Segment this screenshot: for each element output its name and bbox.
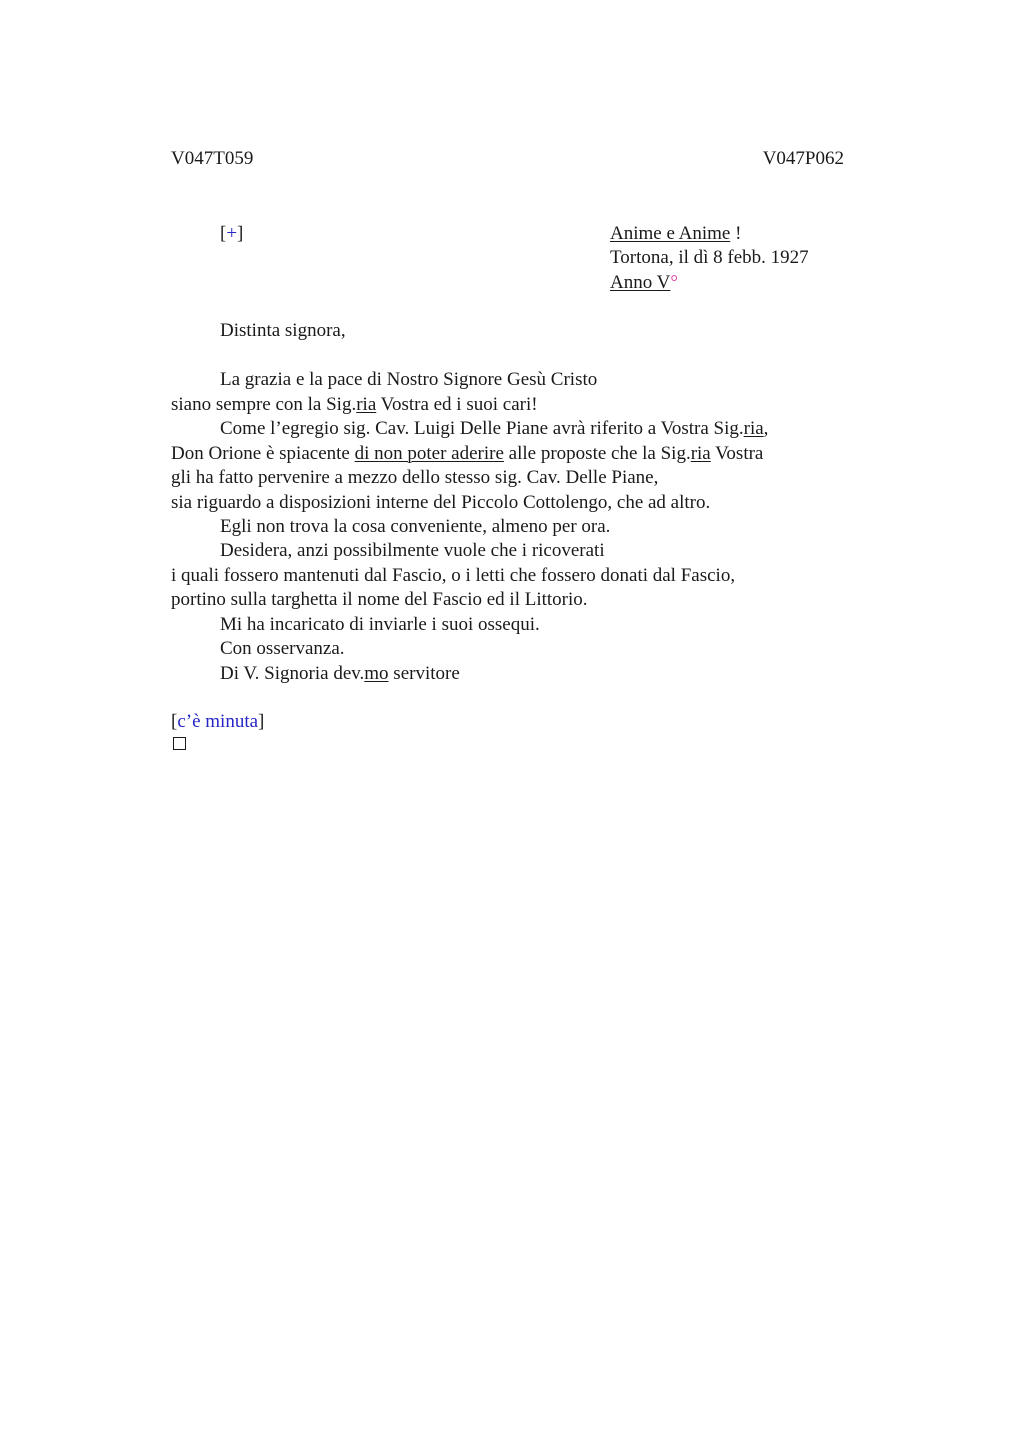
note-close-bracket: ] [258,711,265,732]
document-code-left: V047T059 [171,148,254,169]
body-line: Desidera, anzi possibilmente vuole che i ricoverati [220,540,605,561]
body-line: sia riguardo a disposizioni interne del Piccolo Cottolengo, che ad altro. [171,492,711,513]
body-underlined: mo [364,663,389,684]
body-text: siano sempre con la Sig. [171,394,357,415]
salutation: Distinta signora, [220,320,346,341]
body-line: Con osservanza. [220,638,345,659]
cross-close-bracket: ] [237,223,244,244]
body-underlined: di non poter aderire [354,443,504,464]
anno-degree: ° [670,272,678,293]
body-underlined: ria [356,394,377,415]
motto-exclamation: ! [730,223,742,244]
body-text: Di V. Signoria dev. [220,663,365,684]
cross-mark [220,224,243,243]
cross-open-bracket: [ [220,223,227,244]
note-text: c’è minuta [177,711,259,732]
body-text: Don Orione è spiacente [171,443,355,464]
editorial-note [171,712,264,731]
body-line [171,444,763,463]
body-line: Egli non trova la cosa conveniente, almeno per ora. [220,516,611,537]
note-open-bracket: [ [171,711,178,732]
body-text: Vostra ed i suoi cari! [376,394,538,415]
cross-symbol: + [226,223,238,244]
body-line: La grazia e la pace di Nostro Signore Gesù Cristo [220,369,598,390]
body-text: alle proposte che la Sig. [503,443,691,464]
body-underlined: ria [743,418,764,439]
empty-box-icon [173,737,186,750]
closing-line [220,664,460,683]
motto-line [610,224,741,243]
place-date: Tortona, il dì 8 febb. 1927 [610,247,809,268]
body-line [171,395,538,414]
body-line: portino sulla targhetta il nome del Fascio ed il Littorio. [171,589,588,610]
anno-text: Anno V [610,272,671,293]
body-text: Come l’egregio sig. Cav. Luigi Delle Piane avrà riferito a Vostra Sig. [220,418,744,439]
body-text: Vostra [710,443,764,464]
body-underlined: ria [690,443,711,464]
body-line: i quali fossero mantenuti dal Fascio, o i letti che fossero donati dal Fascio, [171,565,736,586]
body-line: Mi ha incaricato di inviarle i suoi ossequi. [220,614,540,635]
anno-line [610,273,678,292]
body-text: servitore [388,663,460,684]
body-line [220,419,768,438]
body-text: , [763,418,769,439]
document-code-right: V047P062 [762,148,844,169]
body-line: gli ha fatto pervenire a mezzo dello stesso sig. Cav. Delle Piane, [171,467,659,488]
motto-text: Anime e Anime [610,223,731,244]
